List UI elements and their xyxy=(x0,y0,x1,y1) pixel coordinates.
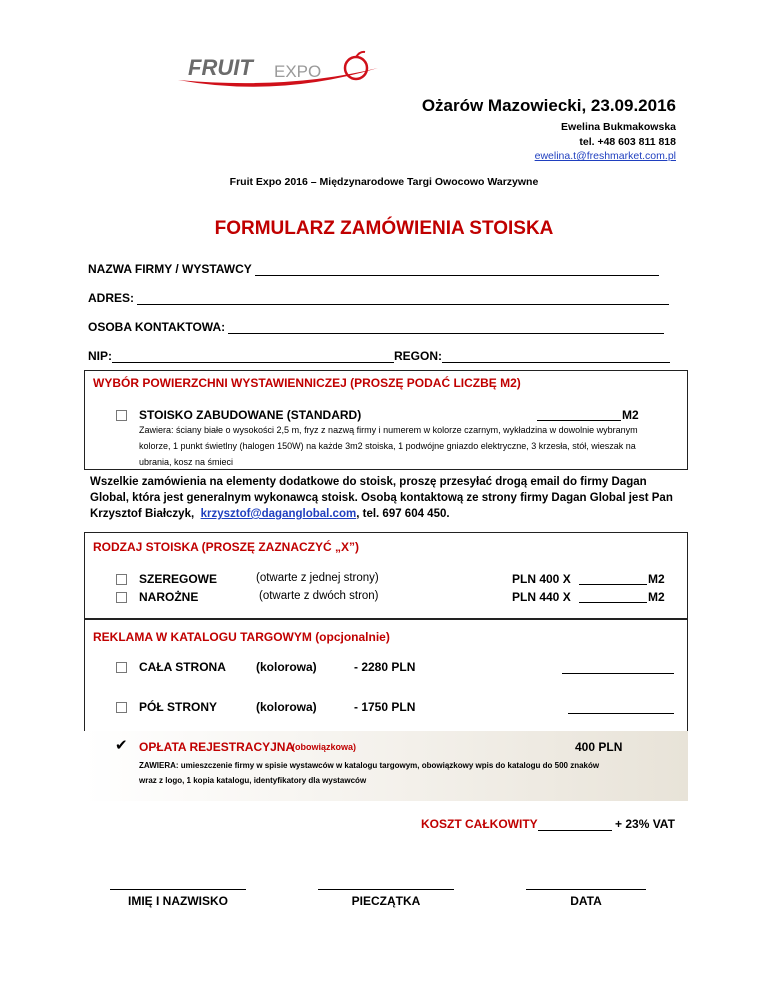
half-page-price: - 1750 PLN xyxy=(354,700,416,714)
corner-stand-m2-input[interactable] xyxy=(579,589,647,603)
total-row xyxy=(421,817,675,831)
fee-mandatory: (obowiązkowa) xyxy=(292,742,357,752)
standard-stand-label: STOISKO ZABUDOWANE (STANDARD) xyxy=(139,408,362,422)
info-paragraph xyxy=(90,474,690,522)
checkmark-icon: ✔ xyxy=(115,737,128,754)
name-signature-line[interactable] xyxy=(110,888,246,890)
standard-stand-unit: M2 xyxy=(622,408,639,422)
contact-phone: tel. +48 603 811 818 xyxy=(579,136,676,148)
corner-stand-label: NAROŻNE xyxy=(139,590,199,604)
stamp-label: PIECZĄTKA xyxy=(351,894,421,908)
date-signature-line[interactable] xyxy=(526,888,646,890)
standard-stand-note-1: Zawiera: ściany białe o wysokości 2,5 m, fryz z nazwą firmy i numerem w kolorze czarnym, wykładzina w dowolnie wybranym xyxy=(139,425,638,435)
row-stand-m2-input[interactable] xyxy=(579,571,647,585)
row-stand-desc: (otwarte z jednej strony) xyxy=(256,572,379,584)
fair-name: Fruit Expo 2016 – Międzynarodowe Targi Owocowo Warzywne xyxy=(229,176,539,188)
full-page-color: (kolorowa) xyxy=(256,660,317,674)
total-label: KOSZT CAŁKOWITY xyxy=(421,817,538,831)
form-title: FORMULARZ ZAMÓWIENIA STOISKA xyxy=(214,218,554,239)
contact-person-label: OSOBA KONTAKTOWA: xyxy=(88,320,226,334)
contact-name: Ewelina Bukmakowska xyxy=(561,121,676,133)
full-page-label: CAŁA STRONA xyxy=(139,660,226,674)
logo-fruit-text: FRUIT xyxy=(188,55,253,80)
row-stand-unit: M2 xyxy=(648,572,665,586)
date-label: DATA xyxy=(570,894,602,908)
corner-stand-unit: M2 xyxy=(648,590,665,604)
name-label: IMIĘ I NAZWISKO xyxy=(128,894,228,908)
corner-stand-desc: (otwarte z dwóch stron) xyxy=(259,590,379,602)
info-line-2: Global, która jest generalnym wykonawcą stoisk. Osobą kontaktową ze strony firmy Dagan Global jest Pan xyxy=(90,492,673,504)
full-page-price: - 2280 PLN xyxy=(354,660,416,674)
half-page-input[interactable] xyxy=(568,700,674,714)
address-field xyxy=(88,291,669,305)
stand-type-title: RODZAJ STOISKA (PROSZĘ ZAZNACZYĆ „X”) xyxy=(93,540,360,554)
total-vat: + 23% VAT xyxy=(615,817,675,831)
half-page-color: (kolorowa) xyxy=(256,700,317,714)
fee-label: OPŁATA REJESTRACYJNA xyxy=(139,740,295,754)
contact-person-input-line[interactable] xyxy=(228,320,664,334)
standard-stand-m2-input[interactable] xyxy=(537,407,621,421)
nip-input-line[interactable] xyxy=(112,349,394,363)
fee-note xyxy=(139,758,599,788)
regon-input-line[interactable] xyxy=(442,349,670,363)
row-stand-label: SZEREGOWE xyxy=(139,572,218,586)
full-page-checkbox[interactable] xyxy=(116,662,127,673)
info-line-3-suffix: , tel. 697 604 450. xyxy=(356,508,450,520)
stamp-signature-line[interactable] xyxy=(318,888,454,890)
standard-stand-checkbox[interactable] xyxy=(116,410,127,421)
standard-stand-note-3: ubrania, kosz na śmieci xyxy=(139,457,234,467)
fruit-expo-logo xyxy=(178,50,383,92)
company-field xyxy=(88,262,659,276)
regon-label: REGON: xyxy=(394,349,442,363)
fee-amount: 400 PLN xyxy=(575,740,623,754)
info-line-3 xyxy=(90,506,690,522)
catalog-title: REKLAMA W KATALOGU TARGOWYM (opcjonalnie) xyxy=(93,630,390,644)
fee-note-1: ZAWIERA: umieszczenie firmy w spisie wystawców w katalogu targowym, obowiązkowy wpis do katalogu do 500 znaków xyxy=(139,761,600,770)
full-page-input[interactable] xyxy=(562,660,674,674)
corner-stand-price: PLN 440 X xyxy=(512,590,571,604)
company-label: NAZWA FIRMY / WYSTAWCY xyxy=(88,262,252,276)
row-stand-price: PLN 400 X xyxy=(512,572,571,586)
fee-note-2: wraz z logo, 1 kopia katalogu, identyfikatory dla wystawców xyxy=(139,776,367,785)
city-date: Ożarów Mazowiecki, 23.09.2016 xyxy=(421,96,676,115)
info-line-3-prefix: Krzysztof Białczyk, xyxy=(90,508,195,520)
nip-label: NIP: xyxy=(88,349,112,363)
area-section-title: WYBÓR POWIERZCHNI WYSTAWIENNICZEJ (PROSZĘ PODAĆ LICZBĘ M2) xyxy=(93,376,521,390)
nip-regon-field xyxy=(88,349,670,363)
info-line-1: Wszelkie zamówienia na elementy dodatkowe do stoisk, proszę przesyłać drogą email do firmy Dagan xyxy=(90,476,647,488)
company-input-line[interactable] xyxy=(255,262,659,276)
half-page-label: PÓŁ STRONY xyxy=(139,700,218,714)
contact-person-field xyxy=(88,320,664,334)
dagan-email-link[interactable]: krzysztof@daganglobal.com xyxy=(200,508,357,520)
total-input-line[interactable] xyxy=(538,817,612,831)
standard-stand-note-2: kolorze, 1 punkt świetlny (halogen 150W) na każde 3m2 stoiska, 1 podwójne gniazdo elektryczne, 3 krzesła, stół, wieszak na xyxy=(139,441,636,451)
corner-stand-checkbox[interactable] xyxy=(116,592,127,603)
address-input-line[interactable] xyxy=(137,291,669,305)
contact-email-link[interactable]: ewelina.t@freshmarket.com.pl xyxy=(534,150,676,162)
address-label: ADRES: xyxy=(88,291,135,305)
logo-expo-text: EXPO xyxy=(274,62,322,81)
half-page-checkbox[interactable] xyxy=(116,702,127,713)
row-stand-checkbox[interactable] xyxy=(116,574,127,585)
